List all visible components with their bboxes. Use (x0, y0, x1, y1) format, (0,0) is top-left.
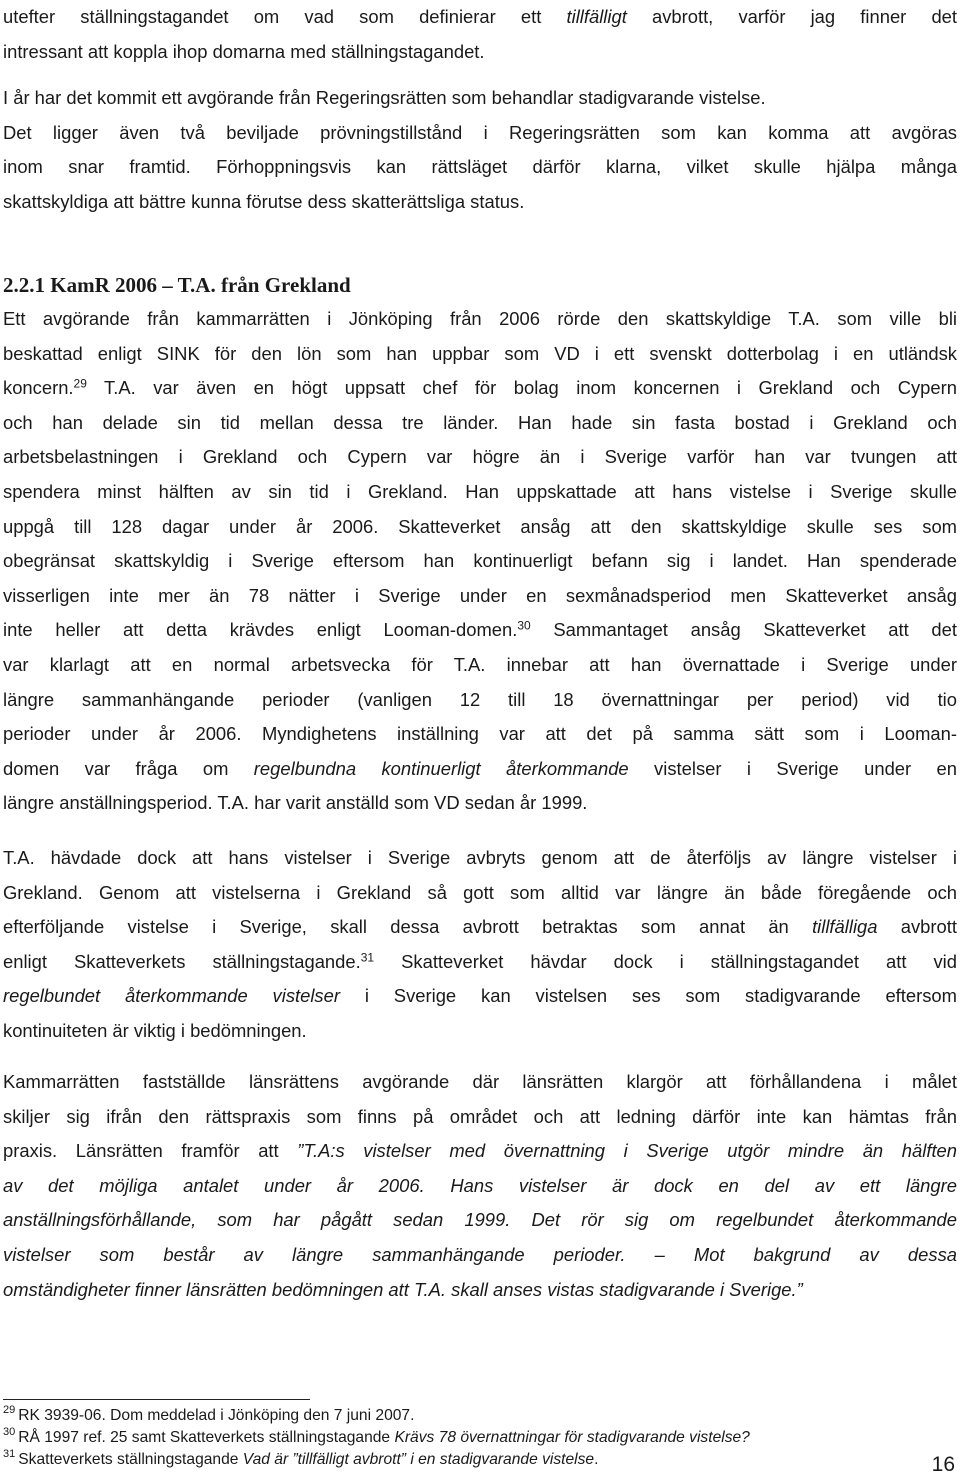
italic-text: av det möjliga antalet under år 2006. Hans vistelser är dock en del av ett längre (3, 1174, 957, 1196)
italic-text: ”T.A:s vistelser med övernattning i Sverige utgör mindre än hälften (297, 1140, 958, 1162)
text-run: Ett avgörande från kammarrätten i Jönköping från 2006 rörde den skattskyldige T.A. som ville bli (3, 308, 957, 329)
text-line (3, 979, 957, 1014)
text-run: och han delade sin tid mellan dessa tre länder. Han hade sin fasta bostad i Grekland och (3, 411, 957, 433)
text-line (3, 752, 957, 787)
text-line (3, 475, 957, 510)
text-line (3, 81, 957, 116)
italic-text: omständigheter finner länsrätten bedömningen att T.A. skall anses vistas stadigvarande i Sverige.” (3, 1278, 803, 1300)
text-run: Sammantaget ansåg Skatteverket att det (530, 619, 957, 641)
text-run: Skatteverket hävdar dock i ställningstagandet att vid (374, 950, 957, 972)
text-line (3, 35, 957, 70)
text-line (3, 683, 957, 718)
text-run: beskattad enligt SINK för den lön som han uppbar som VD i ett svenskt dotterbolag i en utländsk (3, 342, 957, 364)
text-line (3, 406, 957, 441)
italic-text: Krävs 78 övernattningar för stadigvarande vistelse? (394, 1429, 750, 1446)
text-run: vistelser i Sverige under en (628, 757, 957, 779)
text-line (3, 150, 957, 185)
text-run: spendera minst hälften av sin tid i Grekland. Han uppskattade att hans vistelse i Sverige skulle (3, 480, 957, 502)
italic-text: tillfälligt (566, 6, 627, 27)
footnote-30 (3, 1427, 957, 1449)
paragraph-case-description (3, 302, 957, 821)
footnote-text (18, 1429, 750, 1446)
text-line (3, 1169, 957, 1204)
paragraph-ta-claim (3, 841, 957, 1049)
text-run: RK 3939-06. Dom meddelad i Jönköping den 7 juni 2007. (18, 1407, 415, 1424)
text-line (3, 579, 957, 614)
section-heading: 2.2.1 KamR 2006 – T.A. från Grekland (3, 273, 351, 297)
text-run: T.A. hävdade dock att hans vistelser i Sverige avbryts genom att de återföljs av längre vistelser i (3, 847, 957, 868)
footnote-reference: 30 (517, 618, 531, 633)
text-run: efterföljande vistelse i Sverige, skall dessa avbrott betraktas som annat än (3, 916, 813, 938)
text-line (3, 841, 957, 876)
text-run: i Sverige kan vistelsen ses som stadigvarande eftersom (339, 985, 957, 1007)
text-line (3, 337, 957, 372)
paragraph-regeringsratten (3, 81, 957, 219)
text-run: praxis. Länsrätten framför att (3, 1140, 298, 1162)
text-line (3, 510, 957, 545)
text-run: enligt Skatteverkets ställningstagande. (3, 950, 361, 972)
footnote-number: 29 (3, 1404, 16, 1417)
text-run: kontinuiteten är viktig i bedömningen. (3, 1019, 307, 1041)
footnote-29 (3, 1405, 957, 1427)
paragraph-court-ruling (3, 1065, 957, 1307)
text-line (3, 876, 957, 911)
text-line (3, 1134, 957, 1169)
text-line (3, 910, 957, 945)
text-run: utefter ställningstagandet om vad som definierar ett (3, 6, 567, 27)
text-line (3, 185, 957, 220)
italic-text: vistelser som består av längre sammanhängande perioder. – Mot bakgrund av dessa (3, 1243, 957, 1265)
text-line (3, 440, 957, 475)
text-line (3, 1065, 957, 1100)
text-line (3, 1238, 957, 1273)
text-line (3, 648, 957, 683)
text-run: skiljer sig ifrån den rättspraxis som finns på området och att ledning därför inte kan hämtas från (3, 1105, 957, 1127)
text-line (3, 613, 957, 648)
text-line (3, 1014, 957, 1049)
text-run: visserligen inte mer än 78 nätter i Sverige under en sexmånadsperiod men Skatteverket ansåg (3, 584, 957, 606)
italic-text: regelbundet återkommande vistelser (3, 985, 340, 1007)
text-line (3, 786, 957, 821)
footnote-separator (3, 1399, 310, 1400)
text-run: domen var fråga om (3, 757, 254, 779)
text-run: uppgå till 128 dagar under år 2006. Skatteverket ansåg att den skattskyldige skulle ses som (3, 515, 957, 537)
italic-text: regelbundna kontinuerligt återkommande (253, 757, 629, 779)
text-run: I år har det kommit ett avgörande från Regeringsrätten som behandlar stadigvarande vistelse. (3, 87, 766, 108)
footnote-reference: 31 (360, 950, 375, 965)
text-run: Skatteverkets ställningstagande (18, 1451, 243, 1468)
text-line (3, 0, 957, 35)
text-run: . (594, 1451, 599, 1468)
text-run: intressant att koppla ihop domarna med ställningstagandet. (3, 40, 485, 62)
footnote-number: 31 (3, 1448, 16, 1461)
text-run: var klarlagt att en normal arbetsvecka för T.A. innebar att han övernattade i Sverige under (3, 653, 957, 675)
footnote-number: 30 (3, 1426, 16, 1439)
italic-text: tillfälliga (812, 916, 878, 938)
footnote-reference: 29 (73, 376, 87, 391)
text-run: avbrott (877, 916, 957, 938)
text-line (3, 116, 957, 151)
text-run: längre sammanhängande perioder (vanligen 12 till 18 övernattningar per period) vid tio (3, 688, 957, 710)
italic-text: Vad är ”tillfälligt avbrott” i en stadigvarande vistelse (242, 1451, 595, 1468)
text-run: skattskyldiga att bättre kunna förutse dess skatterättsliga status. (3, 190, 525, 212)
text-line (3, 371, 957, 406)
text-line (3, 1203, 957, 1238)
text-run: inte heller att detta krävdes enligt Looman-domen. (3, 619, 518, 641)
text-run: RÅ 1997 ref. 25 samt Skatteverkets ställningstagande (18, 1429, 395, 1446)
text-line (3, 717, 957, 752)
text-line (3, 1100, 957, 1135)
footnote-text (18, 1451, 598, 1468)
text-run: T.A. var även en högt uppsatt chef för bolag inom koncernen i Grekland och Cypern (86, 377, 957, 399)
text-run: Kammarrätten fastställde länsrättens avgörande där länsrätten klargör att förhållandena i målet (3, 1071, 957, 1092)
text-run: koncern. (3, 377, 74, 399)
footnote-31 (3, 1449, 957, 1471)
text-line (3, 945, 957, 980)
text-line (3, 302, 957, 337)
text-run: arbetsbelastningen i Grekland och Cypern var högre än i Sverige varför han var tvungen att (3, 446, 957, 468)
page-number: 16 (931, 1453, 955, 1476)
footnote-text (18, 1407, 414, 1424)
text-line (3, 544, 957, 579)
text-run: avbrott, varför jag finner det (626, 6, 958, 27)
text-run: inom snar framtid. Förhoppningsvis kan rättsläget därför klarna, vilket skulle hjälpa många (3, 156, 957, 178)
italic-text: anställningsförhållande, som har pågått sedan 1999. Det rör sig om regelbundet återkommande (3, 1209, 957, 1231)
text-run: längre anställningsperiod. T.A. har varit anställd som VD sedan år 1999. (3, 792, 588, 814)
paragraph-intro (3, 0, 957, 69)
text-run: Det ligger även två beviljade prövningstillstånd i Regeringsrätten som kan komma att avgöras (3, 121, 957, 143)
text-line (3, 1273, 957, 1308)
text-run: Grekland. Genom att vistelserna i Grekland så gott som alltid var längre än både föregående och (3, 881, 957, 903)
text-run: obegränsat skattskyldig i Sverige eftersom han kontinuerligt befann sig i landet. Han spenderade (3, 550, 957, 572)
text-run: perioder under år 2006. Myndighetens inställning var att det på samma sätt som i Looman- (3, 723, 957, 745)
